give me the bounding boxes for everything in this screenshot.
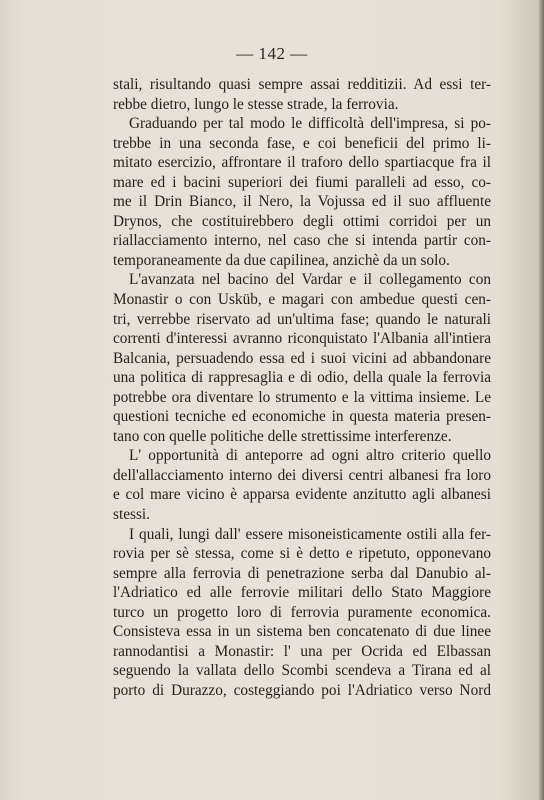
paragraph-1 bbox=[113, 75, 491, 114]
body-text bbox=[113, 75, 491, 701]
paragraph-4 bbox=[113, 446, 491, 524]
text-line: e col mare vicino è apparsa evidente anzitutto agli albanesi bbox=[113, 486, 491, 504]
text-line: Graduando per tal modo le difficoltà dell'impresa, si po- bbox=[129, 115, 491, 133]
text-line: stali, risultando quasi sempre assai redditizii. Ad essi ter- bbox=[113, 76, 491, 93]
text-line: una politica di rappresaglia e di odio, della quale la ferrovia bbox=[113, 369, 491, 387]
text-line: tri, verrebbe riservato ad un'ultima fase; quando le naturali bbox=[113, 310, 491, 328]
text-line: L'avanzata nel bacino del Vardar e il collegamento con bbox=[129, 271, 491, 289]
text-line: mare ed i bacini superiori dei fiumi paralleli ad esso, co- bbox=[113, 173, 491, 191]
text-line: riallacciamento interno, nel caso che si intenda partir con- bbox=[113, 232, 491, 250]
text-line: Balcania, persuadendo essa ed i suoi vicini ad abbandonare bbox=[113, 349, 491, 367]
text-line: turco un progetto loro di ferrovia puramente economica. bbox=[113, 603, 491, 621]
text-line: Consisteva essa in un sistema ben concatenato di due linee bbox=[113, 623, 491, 641]
page-number: — 142 — bbox=[236, 44, 308, 63]
text-line: Drynos, che costituirebbero degli ottimi corridoi per un bbox=[113, 212, 491, 230]
text-line: correnti d'interessi avranno riconquistato l'Albania all'intiera bbox=[113, 330, 491, 348]
text-line: stessi. bbox=[113, 506, 150, 524]
text-line: I quali, lungi dall' essere misoneisticamente ostili alla fer- bbox=[129, 525, 491, 543]
text-line: questioni tecniche ed economiche in questa materia presen- bbox=[113, 408, 491, 426]
text-line: me il Drin Bianco, il Nero, la Vojussa ed il suo affluente bbox=[113, 193, 491, 211]
text-line: temporaneamente da due capilinea, anzichè da un solo. bbox=[113, 251, 450, 269]
text-line: tano con quelle politiche delle strettissime interferenze. bbox=[113, 427, 452, 445]
text-line: seguendo la vallata dello Scombi scendeva a Tirana ed al bbox=[113, 662, 491, 680]
paragraph-2 bbox=[113, 114, 491, 270]
text-line: rannodantisi a Monastir: l' una per Ocrida ed Elbassan bbox=[113, 642, 491, 660]
text-line: rovia per sè stessa, come si è detto e ripetuto, opponevano bbox=[113, 545, 491, 563]
text-line: potrebbe ora diventare lo strumento e la vittima insieme. Le bbox=[113, 388, 491, 406]
text-line: sempre alla ferrovia di penetrazione serba dal Danubio al- bbox=[113, 564, 491, 582]
text-line: l'Adriatico ed alle ferrovie militari dello Stato Maggiore bbox=[113, 584, 491, 602]
paragraph-3 bbox=[113, 270, 491, 446]
text-line: rebbe dietro, lungo le stesse strade, la ferrovia. bbox=[113, 95, 399, 113]
text-line: trebbe in una seconda fase, e coi beneficii del primo li- bbox=[113, 134, 491, 152]
text-line: L' opportunità di anteporre ad ogni altro criterio quello bbox=[129, 447, 491, 465]
text-line: dell'allacciamento interno dei diversi centri albanesi fra loro bbox=[113, 466, 491, 484]
text-line: mitato esercizio, affrontare il traforo dello spartiacque fra il bbox=[113, 154, 491, 172]
paragraph-5 bbox=[113, 525, 491, 701]
text-line: Monastir o con Usküb, e magari con ambedue questi cen- bbox=[113, 291, 491, 309]
text-line: porto di Durazzo, costeggiando poi l'Adriatico verso Nord bbox=[113, 681, 491, 699]
